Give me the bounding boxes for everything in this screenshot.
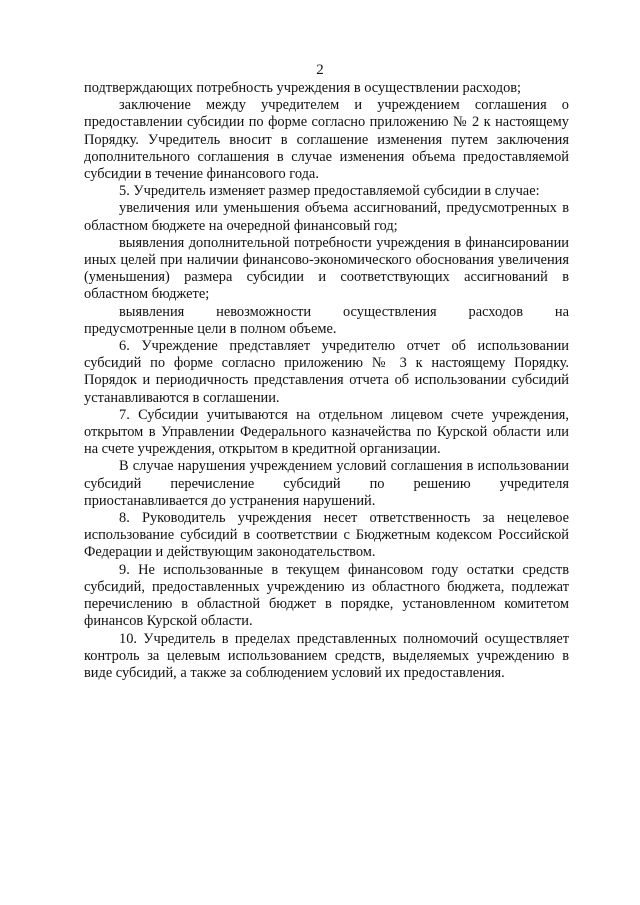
paragraph: выявления дополнительной потребности учреждения в финансировании иных целей при наличии финансово-экономического обоснования увеличения (уменьшения) размера субсидии и соответствующих ассигнований в областном бюджете;	[84, 234, 569, 303]
paragraph: выявления невозможности осуществления расходов на предусмотренные цели в полном объеме.	[84, 303, 569, 337]
paragraph: В случае нарушения учреждением условий соглашения в использовании субсидий перечисление субсидий по решению учредителя приостанавливается до устранения нарушений.	[84, 458, 569, 509]
paragraph: заключение между учредителем и учреждением соглашения о предоставлении субсидии по форме согласно приложению № 2 к настоящему Порядку. Учредитель вносит в соглашение изменения путем заключения дополнительного соглашения в случае изменения объема предоставляемой субсидии в течение финансового года.	[84, 97, 569, 183]
document-body	[84, 80, 569, 682]
page-number: 2	[316, 62, 324, 78]
paragraph: 6. Учреждение представляет учредителю отчет об использовании субсидий по форме согласно приложению № 3 к настоящему Порядку. Порядок и периодичность представления отчета об использовании субсидий устанавливаются в соглашении.	[84, 338, 569, 406]
paragraph: 9. Не использованные в текущем финансовом году остатки средств субсидий, предоставленных учреждению из областного бюджета, подлежат перечислению в областной бюджет в порядке, установленном комитетом финансов Курской области.	[84, 561, 569, 630]
paragraph: 8. Руководитель учреждения несет ответственность за нецелевое использование субсидий в соответствии с Бюджетным кодексом Российской Федерации и действующим законодательством.	[84, 510, 569, 561]
paragraph: увеличения или уменьшения объема ассигнований, предусмотренных в областном бюджете на очередной финансовый год;	[84, 200, 569, 234]
paragraph: 10. Учредитель в пределах представленных полномочий осуществляет контроль за целевым использованием средств, выделяемых учреждению в виде субсидий, а также за соблюдением условий их предоставления.	[84, 630, 569, 681]
paragraph: подтверждающих потребность учреждения в осуществлении расходов;	[84, 80, 522, 96]
paragraph: 7. Субсидии учитываются на отдельном лицевом счете учреждения, открытом в Управлении Федерального казначейства по Курской области или на счете учреждения, открытом в кредитной организации.	[84, 406, 569, 458]
paragraph: 5. Учредитель изменяет размер предоставляемой субсидии в случае:	[119, 183, 540, 200]
